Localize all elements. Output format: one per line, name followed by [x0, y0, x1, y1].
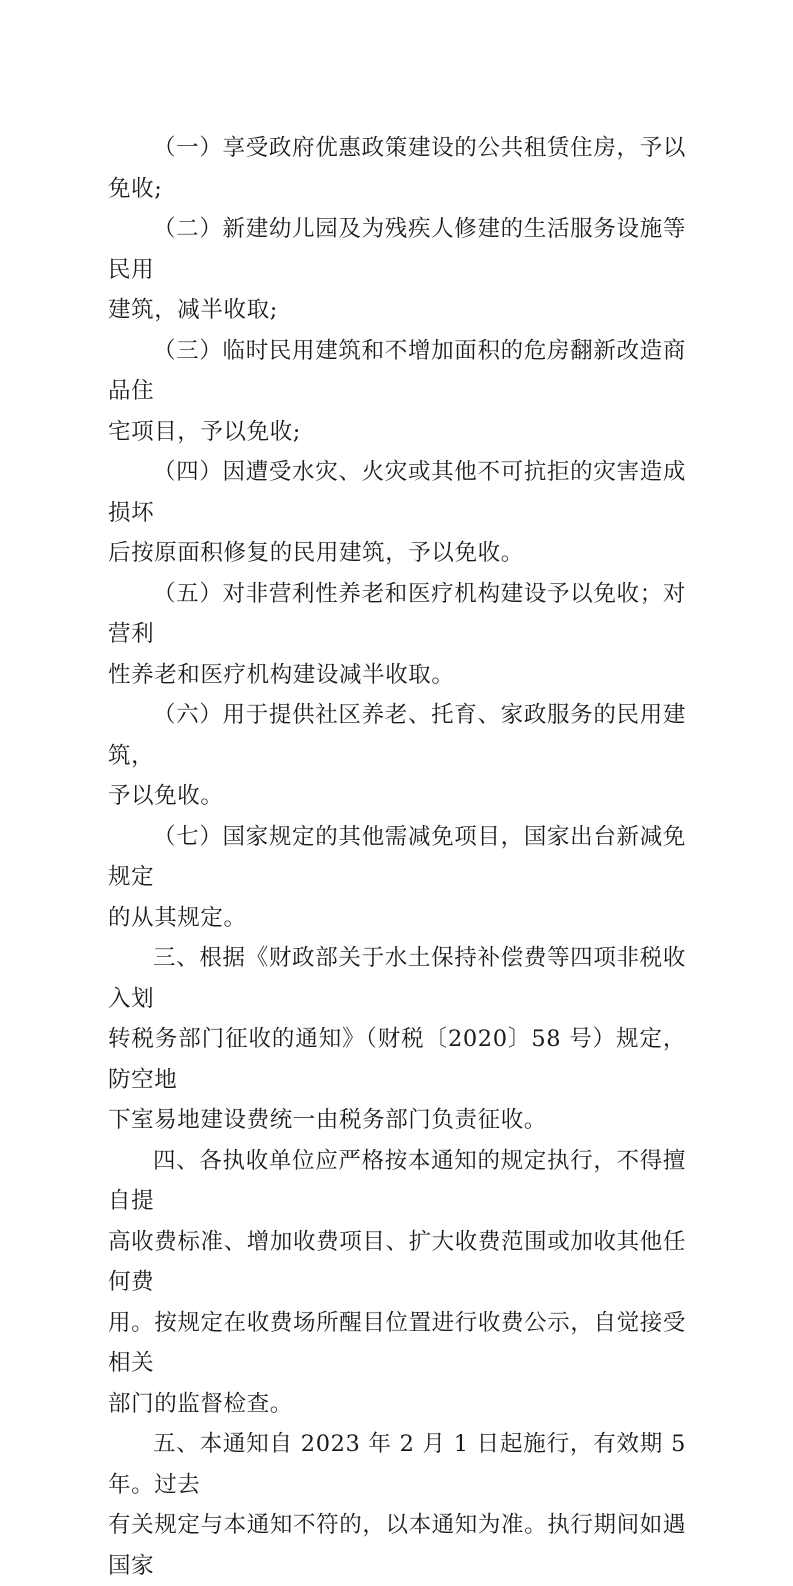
paragraph-exemption-7: （七）国家规定的其他需减免项目，国家出台新减免规定 的从其规定。 — [108, 823, 686, 931]
paragraph-section-3: 三、根据《财政部关于水土保持补偿费等四项非税收入划 转税务部门征收的通知》（财税〔2020〕58 号）规定，防空地 下室易地建设费统一由税务部门负责征收。 — [108, 945, 686, 1133]
paragraph-exemption-1: （一）享受政府优惠政策建设的公共租赁住房，予以免收; — [108, 135, 686, 202]
paragraph-exemption-4: （四）因遭受水灾、火灾或其他不可抗拒的灾害造成损坏 后按原面积修复的民用建筑，予以免收。 — [108, 459, 686, 566]
paragraph-exemption-5: （五）对非营利性养老和医疗机构建设予以免收；对营利 性养老和医疗机构建设减半收取。 — [108, 580, 686, 688]
document-body — [108, 128, 686, 1586]
paragraph-exemption-2: （二）新建幼儿园及为残疾人修建的生活服务设施等民用 建筑，减半收取; — [108, 216, 686, 323]
paragraph-section-5: 五、本通知自 2023 年 2 月 1 日起施行，有效期 5 年。过去 有关规定与本通知不符的，以本通知为准。执行期间如遇国家 — [108, 1431, 686, 1579]
paragraph-section-4: 四、各执收单位应严格按本通知的规定执行，不得擅自提 高收费标准、增加收费项目、扩大收费范围或加收其他任何费 用。按规定在收费场所醒目位置进行收费公示，自觉接受相关 部门的监督检查。 — [108, 1147, 686, 1417]
paragraph-exemption-3: （三）临时民用建筑和不增加面积的危房翻新改造商品住 宅项目，予以免收; — [108, 337, 686, 445]
paragraph-exemption-6: （六）用于提供社区养老、托育、家政服务的民用建筑， 予以免收。 — [108, 702, 686, 809]
